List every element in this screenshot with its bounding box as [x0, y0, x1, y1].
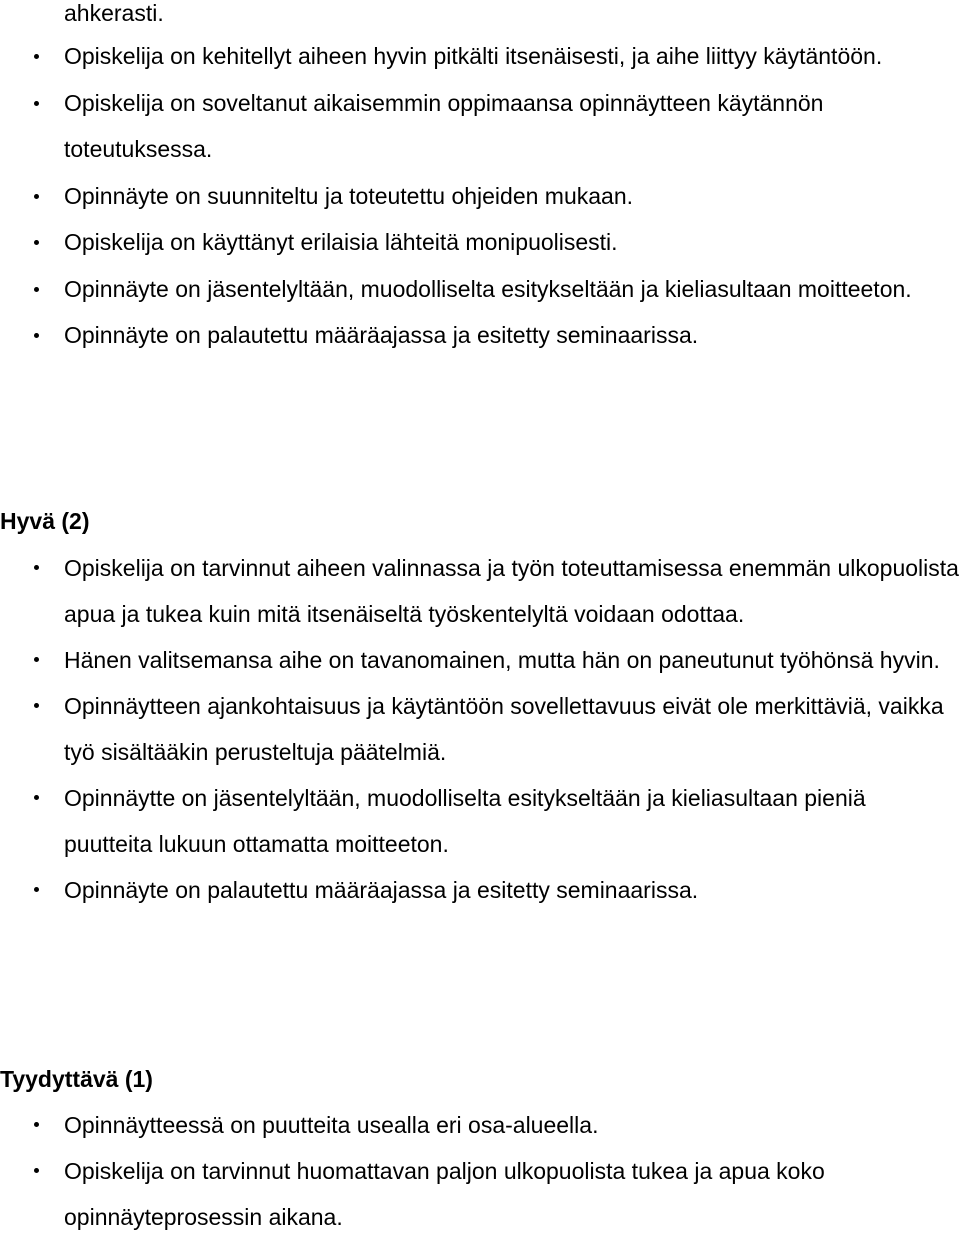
- bullet-icon: [34, 194, 39, 199]
- list-item-text: Opiskelija on tarvinnut huomattavan paljon ulkopuolista tukea ja apua koko opinnäyteprosessin aikana.: [64, 1158, 825, 1230]
- section-heading-satisfactory: Tyydyttävä (1): [0, 1066, 153, 1092]
- list-item-text: Hänen valitsemansa aihe on tavanomainen, mutta hän on paneutunut työhönsä hyvin.: [64, 647, 940, 673]
- list-item: [0, 312, 960, 359]
- bullet-icon: [34, 703, 39, 708]
- criteria-list-good: [0, 545, 960, 913]
- list-item-text: Opinnäytteen ajankohtaisuus ja käytäntöön sovellettavuus eivät ole merkittäviä, vaikka työ sisältääkin perusteltuja päätelmiä.: [64, 693, 944, 765]
- bullet-icon: [34, 1168, 39, 1173]
- bullet-icon: [34, 887, 39, 892]
- criteria-list-satisfactory: [0, 1102, 960, 1240]
- list-item-text: Opinnäyte on jäsentelyltään, muodolliselta esitykseltään ja kieliasultaan moitteeton.: [64, 275, 912, 302]
- bullet-icon: [34, 287, 39, 292]
- list-item-text: Opinnäytteessä on puutteita usealla eri osa-alueella.: [64, 1112, 599, 1138]
- list-item: [0, 219, 960, 266]
- list-item-text: Opiskelija on soveltanut aikaisemmin oppimaansa opinnäytteen käytännön toteutuksessa.: [64, 89, 824, 162]
- bullet-icon: [34, 565, 39, 570]
- list-item: [0, 173, 960, 220]
- list-item: [0, 775, 960, 867]
- list-item-text: Opiskelija on tarvinnut aiheen valinnassa ja työn toteuttamisessa enemmän ulkopuolista apua ja tukea kuin mitä itsenäiseltä työskentelyltä voidaan odottaa.: [64, 555, 959, 627]
- list-item: [0, 80, 960, 173]
- bullet-icon: [34, 101, 39, 106]
- bullet-icon: [34, 657, 39, 662]
- carryover-text: ahkerasti.: [64, 0, 164, 26]
- list-item-text: Opinnäyte on palautettu määräajassa ja esitetty seminaarissa.: [64, 877, 699, 903]
- list-item-text: Opiskelija on käyttänyt erilaisia lähteitä monipuolisesti.: [64, 229, 618, 255]
- list-item-text: Opiskelija on kehitellyt aiheen hyvin pitkälti itsenäisesti, ja aihe liittyy käytäntöön.: [64, 43, 883, 69]
- list-item-text: Opinnäytte on jäsentelyltään, muodolliselta esitykseltään ja kieliasultaan pieniä puutteita lukuun ottamatta moitteeton.: [64, 785, 866, 857]
- bullet-icon: [34, 795, 39, 800]
- list-item: [0, 266, 960, 313]
- criteria-list-excellent: [0, 33, 960, 359]
- bullet-icon: [34, 1122, 39, 1127]
- list-item: [0, 33, 960, 80]
- bullet-icon: [34, 240, 39, 245]
- list-item: [0, 637, 960, 683]
- list-item: [0, 1148, 960, 1240]
- section-heading-good: Hyvä (2): [0, 508, 90, 534]
- bullet-icon: [34, 333, 39, 338]
- list-item: [0, 683, 960, 775]
- list-item-text: Opinnäyte on palautettu määräajassa ja esitetty seminaarissa.: [64, 322, 699, 348]
- list-item: [0, 545, 960, 637]
- list-item-text: Opinnäyte on suunniteltu ja toteutettu ohjeiden mukaan.: [64, 182, 634, 209]
- list-item: [0, 1102, 960, 1148]
- list-item: [0, 867, 960, 913]
- bullet-icon: [34, 54, 39, 59]
